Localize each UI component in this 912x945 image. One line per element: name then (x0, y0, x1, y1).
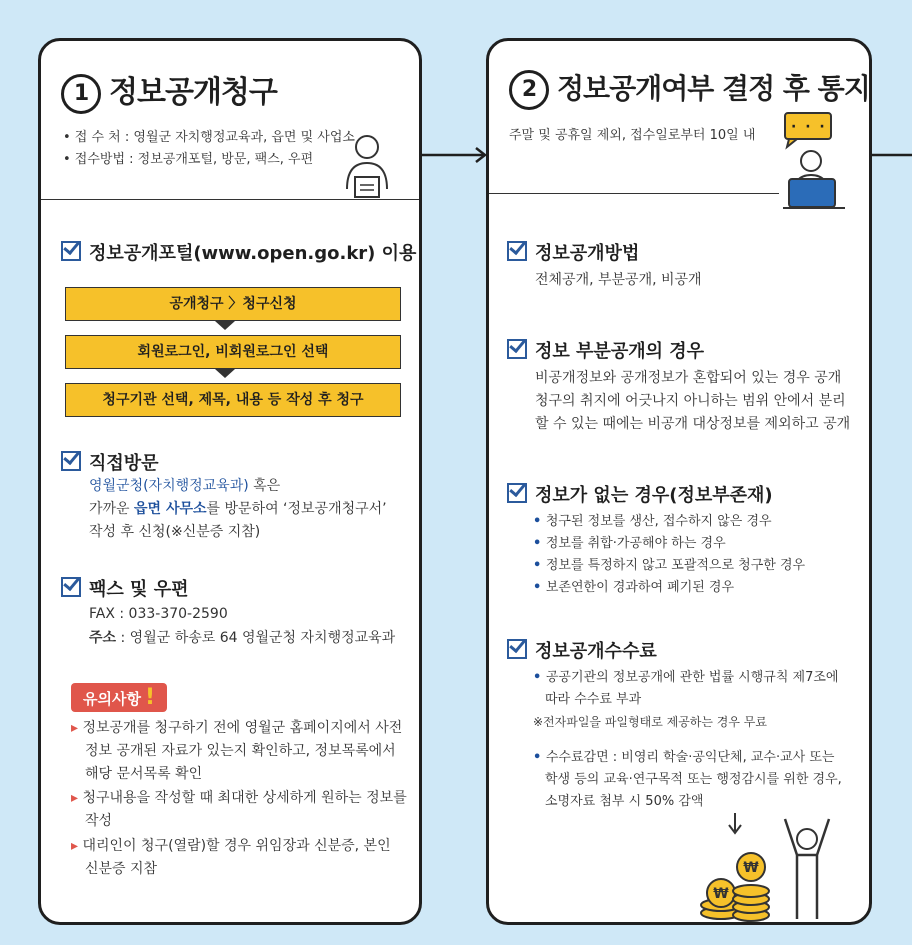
notice-item-3: ▸ 대리인이 청구(열람)할 경우 위임장과 신분증, 본인 신분증 지참 (71, 835, 391, 881)
svg-text:₩: ₩ (713, 886, 729, 902)
header-divider (489, 193, 779, 194)
checkbox-icon (61, 577, 81, 597)
visit-line-1: 영월군청(자치행정교육과) 혹은 (89, 478, 281, 494)
reception-office: • 접 수 처 : 영월군 자치행정교육과, 읍면 및 사업소 (63, 130, 355, 145)
step-arrow-icon (215, 369, 235, 378)
partial-text: 비공개정보와 공개정보가 혼합되어 있는 경우 공개 청구의 취지에 어긋나지 아니하는 범위 안에서 분리 할 수 있는 때에는 비공개 대상정보를 제외하고 공개 (535, 370, 851, 432)
notification-subtitle: 주말 및 공휴일 제외, 접수일로부터 10일 내 (509, 128, 756, 143)
fee-section-title: 정보공개수수료 (507, 637, 657, 663)
fax-number: FAX : 033-370-2590 (89, 606, 228, 622)
notice-item-1: ▸ 정보공개를 청구하기 전에 영월군 홈페이지에서 사전 정보 공개된 자료가 있는지 확인하고, 정보목록에서 해당 문서목록 확인 (71, 717, 402, 786)
nonexistent-section-title: 정보가 없는 경우(정보부존재) (507, 481, 773, 507)
visit-line-3: 작성 후 신청(※신분증 지참) (89, 524, 261, 540)
nonexistent-list: • 청구된 정보를 생산, 접수하지 않은 경우 • 정보를 취합·가공해야 하는 경우 • 정보를 특정하지 않고 포괄적으로 청구한 경우 • 보존연한이 경과하여 폐기된 경우 (533, 511, 805, 599)
flow-continue-line (870, 145, 912, 165)
request-title (61, 67, 277, 114)
checkbox-icon (61, 451, 81, 471)
flow-arrow (420, 145, 490, 165)
fax-section-title: 팩스 및 우편 (61, 575, 188, 601)
exclamation-icon: ! (144, 685, 156, 710)
step-number-badge: 1 (61, 74, 101, 114)
header-divider (41, 199, 419, 200)
visit-section-title: 직접방문 (61, 449, 159, 475)
step-number-badge: 2 (509, 70, 549, 110)
notice-badge: 유의사항 ! (71, 683, 167, 712)
fee-item-2: • 수수료감면 : 비영리 학술·공익단체, 교수·교사 또는 학생 등의 교육·연구목적 또는 행정감시를 위한 경우, 소명자료 첨부 시 50% 감액 (533, 747, 842, 813)
svg-text:₩: ₩ (743, 860, 759, 876)
notice-item-2: ▸ 청구내용을 작성할 때 최대한 상세하게 원하는 정보를 작성 (71, 787, 407, 833)
request-card (38, 38, 422, 925)
checkbox-icon (507, 639, 527, 659)
checkbox-icon (507, 483, 527, 503)
portal-section-title: 정보공개포털(www.open.go.kr) 이용 (61, 239, 416, 265)
postal-address: 주소 : 영월군 하송로 64 영월군청 자치행정교육과 (89, 630, 396, 646)
bubble-dots: · · · (791, 119, 827, 135)
visit-line-2: 가까운 읍면 사무소를 방문하여 ‘정보공개청구서’ (89, 501, 387, 517)
request-title-text: 정보공개청구 (109, 75, 277, 110)
notification-title (509, 67, 870, 110)
notification-card (486, 38, 872, 925)
method-section-title: 정보공개방법 (507, 239, 639, 265)
portal-step-3: 청구기관 선택, 제목, 내용 등 작성 후 청구 (65, 383, 401, 417)
reception-method: • 접수방법 : 정보공개포털, 방문, 팩스, 우편 (63, 152, 314, 167)
checkbox-icon (507, 339, 527, 359)
checkbox-icon (61, 241, 81, 261)
clerk-illustration-icon (337, 133, 397, 203)
step-arrow-icon (215, 321, 235, 330)
checkbox-icon (507, 241, 527, 261)
fee-item-1: • 공공기관의 정보공개에 관한 법률 시행규칙 제7조에 따라 수수료 부과 ※전자파일을 파일형태로 제공하는 경우 무료 (533, 667, 839, 733)
portal-step-1: 공개청구 〉청구신청 (65, 287, 401, 321)
notification-title-text: 정보공개여부 결정 후 통지 (557, 72, 870, 105)
coins-and-person-icon (699, 809, 859, 929)
partial-section-title: 정보 부분공개의 경우 (507, 337, 704, 363)
portal-step-2: 회원로그인, 비회원로그인 선택 (65, 335, 401, 369)
method-text: 전체공개, 부분공개, 비공개 (535, 272, 702, 288)
